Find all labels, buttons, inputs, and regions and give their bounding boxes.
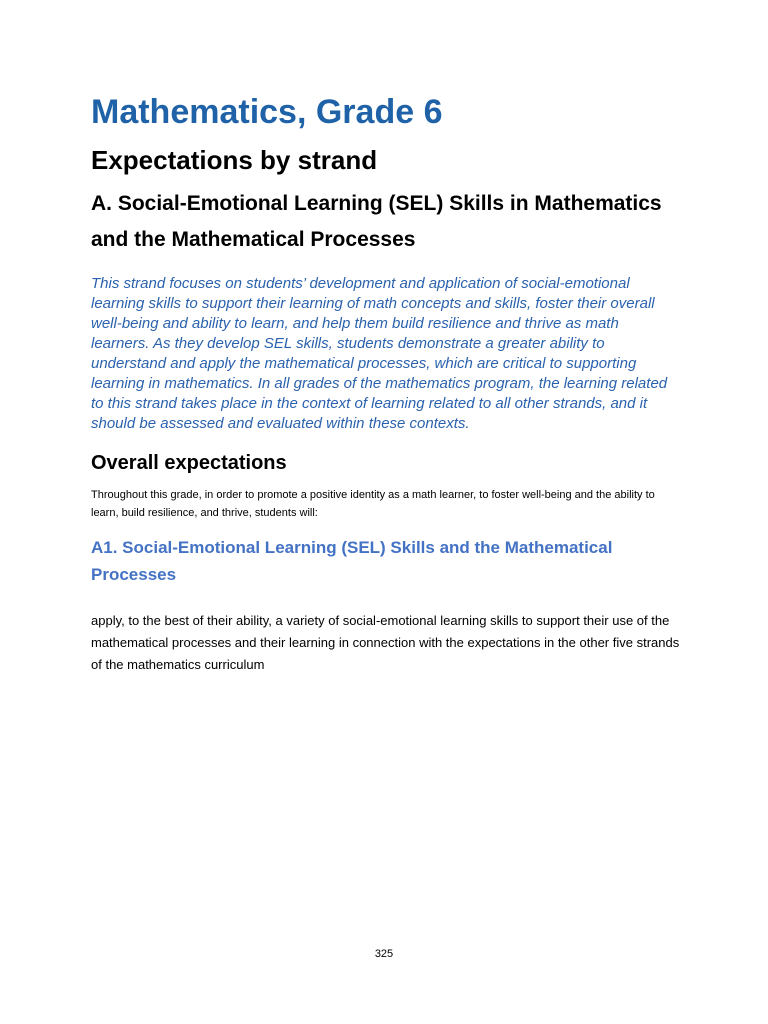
page-content — [91, 88, 681, 676]
document-title: Mathematics, Grade 6 — [91, 93, 443, 131]
overall-expectations-heading: Overall expectations — [91, 452, 287, 474]
page-number: 325 — [374, 948, 394, 960]
overall-expectations-intro: Throughout this grade, in order to promote a positive identity as a math learner, to foster well-being and the ability to learn, build resilience, and thrive, students will: — [91, 489, 655, 519]
strand-description: This strand focuses on students’ development and application of social-emotional learning skills to support their learning of math concepts and skills, foster their overall well-being and ability to learn, and help them build resilience and thrive as math learners. As they develop SEL skills, students demonstrate a greater ability to understand and apply the mathematical processes, which are critical to supporting learning in mathematics. In all grades of the mathematics program, the learning related to this strand takes place in the context of learning related to all other strands, and it should be assessed and evaluated within these contexts. — [91, 275, 668, 432]
strand-heading: A. Social-Emotional Learning (SEL) Skills in Mathematics and the Mathematical Processes — [91, 192, 662, 251]
expectation-a1-heading: A1. Social-Emotional Learning (SEL) Skills and the Mathematical Processes — [91, 538, 613, 584]
expectation-a1-text: apply, to the best of their ability, a variety of social-emotional learning skills to support their use of the mathematical processes and their learning in connection with the expectations in the other five strands of the mathematics curriculum — [91, 613, 680, 672]
section-heading: Expectations by strand — [91, 145, 378, 175]
